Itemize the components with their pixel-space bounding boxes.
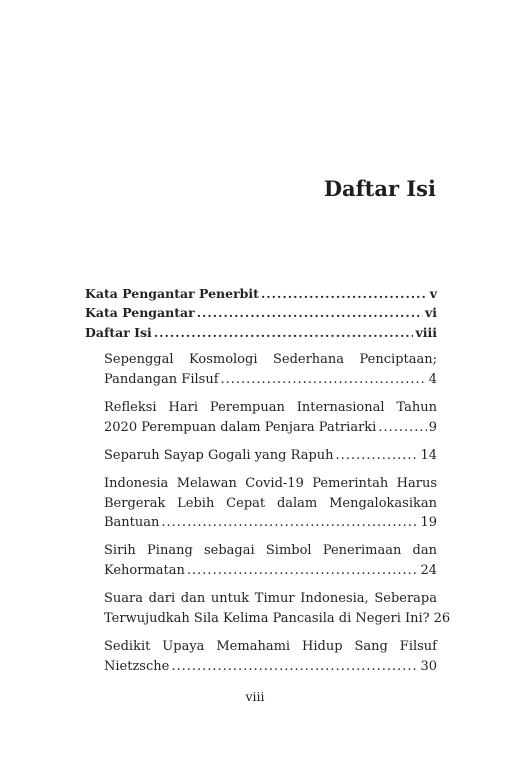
toc-entry-title: Nietzsche: [104, 658, 170, 674]
toc-entry[interactable]: [104, 350, 437, 389]
toc-entry-title: Pandangan Filsuf: [104, 371, 219, 387]
toc-entry-page: vi: [424, 305, 437, 320]
toc-entry-page: 19: [420, 515, 437, 530]
toc-entry[interactable]: [104, 541, 437, 580]
toc-entry-title-line: Suara dari dan untuk Timur Indonesia, Seberapa: [104, 591, 437, 606]
dot-leader: [221, 370, 427, 390]
toc-entry[interactable]: [104, 398, 437, 437]
dot-leader: [171, 657, 418, 677]
toc-entry[interactable]: [104, 446, 437, 466]
toc-entry-title: Separuh Sayap Gogali yang Rapuh: [104, 448, 334, 463]
toc-entry-title: Bantuan: [104, 515, 160, 530]
toc-entry-title-line: Refleksi Hari Perempuan Internasional Tahun: [104, 400, 437, 415]
toc-entry-page: 24: [420, 562, 437, 578]
page-number: viii: [245, 689, 265, 704]
toc-entry-page: v: [429, 286, 437, 301]
toc-entry-title: Kehormatan: [104, 562, 185, 578]
toc-entry-title-line: Sirih Pinang sebagai Simbol Penerimaan dan: [104, 543, 437, 558]
toc-entry-title-line: Bergerak Lebih Cepat dalam Mengalokasikan: [104, 495, 437, 511]
toc-entry-title-line: Sepenggal Kosmologi Sederhana Penciptaan;: [104, 352, 437, 367]
toc-entry-page: 4: [428, 371, 437, 387]
toc-entry[interactable]: [85, 303, 437, 323]
toc-entry-page: 26: [433, 610, 451, 626]
dot-leader: [187, 561, 419, 581]
toc-entry-title-line: Indonesia Melawan Covid-19 Pemerintah Harus: [104, 476, 437, 491]
toc-entry-title: Terwujudkah Sila Kelima Pancasila di Negeri Ini?: [104, 610, 430, 626]
toc-entry-title-line: Sedikit Upaya Memahami Hidup Sang Filsuf: [104, 639, 437, 654]
toc-entry-title: 2020 Perempuan dalam Penjara Patriarki: [104, 419, 377, 435]
toc-entry[interactable]: [104, 637, 437, 676]
dot-leader: [161, 513, 418, 533]
toc-entry[interactable]: [104, 589, 451, 628]
dot-leader: [336, 446, 419, 466]
toc-entry-title: Daftar Isi: [85, 325, 152, 340]
page-title: Daftar Isi: [323, 176, 436, 201]
toc-entry[interactable]: [85, 323, 437, 343]
dot-leader: [378, 418, 426, 438]
toc-entry-title: Kata Pengantar: [85, 305, 195, 320]
toc-entry-page: viii: [415, 325, 437, 340]
toc-entry[interactable]: [85, 284, 437, 304]
toc-entry-page: 14: [420, 448, 437, 463]
dot-leader: [197, 303, 423, 323]
dot-leader: [261, 284, 428, 304]
toc-entry-title: Kata Pengantar Penerbit: [85, 286, 259, 301]
toc-entry-page: 30: [420, 658, 437, 674]
toc-entry[interactable]: [104, 474, 437, 533]
toc-entry-page: 9: [428, 419, 437, 435]
dot-leader: [154, 323, 414, 343]
